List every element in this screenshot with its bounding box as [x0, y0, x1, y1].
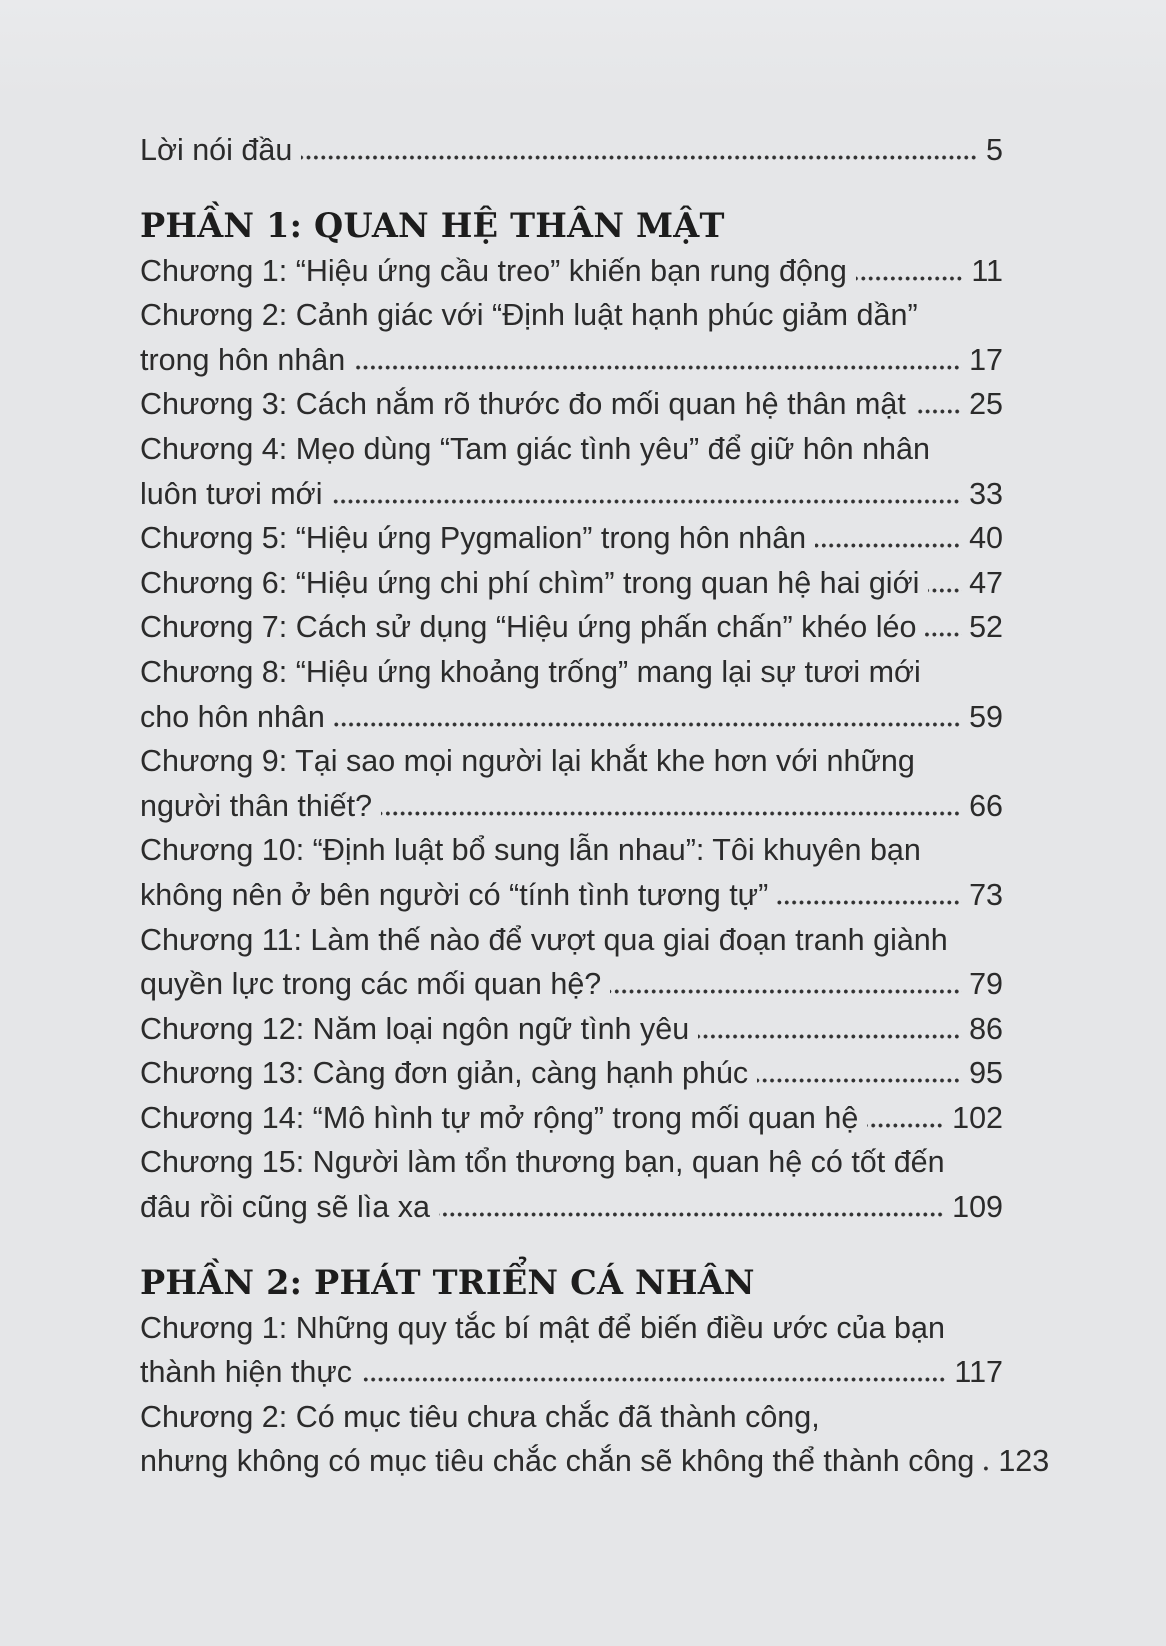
dot-leader [698, 1034, 962, 1039]
toc-entry [140, 1185, 1003, 1230]
toc-entry [140, 739, 1003, 784]
page-number: 47 [969, 565, 1003, 600]
toc-entry [140, 293, 1003, 338]
page-number: 11 [971, 253, 1003, 288]
toc-entry [140, 472, 1003, 517]
toc-entry-text: Lời nói đầu [140, 133, 293, 167]
page-number: 52 [969, 610, 1003, 645]
dot-leader [867, 1123, 945, 1128]
toc-entry-text: đâu rồi cũng sẽ lìa xa [140, 1190, 430, 1225]
dot-leader [983, 1466, 991, 1471]
dot-leader [361, 1377, 947, 1382]
page-number: 102 [952, 1100, 1003, 1135]
toc-entry [140, 382, 1003, 427]
toc-entry-text: Chương 2: Cảnh giác với “Định luật hạnh phúc giảm dần” [140, 298, 918, 333]
toc-entry-text: người thân thiết? [140, 788, 373, 823]
section-rows [140, 1306, 1050, 1484]
page-number: 73 [969, 877, 1003, 912]
toc-entry-text: Chương 14: “Mô hình tự mở rộng” trong mối quan hệ [140, 1100, 859, 1135]
toc-entry [140, 1051, 1003, 1096]
dot-leader [777, 900, 962, 905]
dot-leader [381, 811, 962, 816]
toc-entry-text: luôn tươi mới [140, 476, 323, 511]
dot-leader [928, 588, 962, 593]
toc-entry-text: thành hiện thực [140, 1355, 353, 1390]
toc-section [140, 203, 1003, 1230]
table-of-contents [140, 128, 1050, 1484]
toc-entry-text: Chương 9: Tại sao mọi người lại khắt khe hơn với những [140, 744, 915, 779]
toc-entry-text: Chương 1: Những quy tắc bí mật để biến điều ước của bạn [140, 1310, 945, 1345]
toc-entry-text: trong hôn nhân [140, 342, 346, 377]
toc-entry [140, 1096, 1003, 1141]
toc-entry [140, 1439, 1050, 1484]
toc-entry-text: cho hôn nhân [140, 699, 325, 734]
toc-entry-text: Chương 13: Càng đơn giản, càng hạnh phúc [140, 1056, 749, 1091]
page-number: 59 [969, 699, 1003, 734]
toc-entry [140, 828, 1003, 873]
dot-leader [856, 276, 964, 281]
page-number: 25 [969, 387, 1003, 422]
page-number: 117 [954, 1355, 1003, 1390]
dot-leader [610, 989, 962, 994]
toc-entry [140, 962, 1003, 1007]
toc-entry-text: Chương 4: Mẹo dùng “Tam giác tình yêu” để giữ hôn nhân [140, 431, 930, 466]
toc-entry-text: Chương 3: Cách nắm rõ thước đo mối quan hệ thân mật [140, 387, 906, 422]
page-number: 86 [969, 1011, 1003, 1046]
dot-leader [354, 365, 962, 370]
toc-entry-preface [140, 128, 1003, 173]
toc-entry [140, 1140, 1003, 1185]
dot-leader [915, 409, 962, 414]
page-number: 17 [969, 342, 1003, 377]
toc-entry [140, 605, 1003, 650]
toc-entry [140, 1306, 1003, 1351]
dot-leader [439, 1212, 945, 1217]
section-heading: PHẦN 1: QUAN HỆ THÂN MẬT [140, 205, 725, 245]
toc-entry-text: Chương 8: “Hiệu ứng khoảng trống” mang lại sự tươi mới [140, 654, 921, 689]
toc-entry-text: quyền lực trong các mối quan hệ? [140, 967, 602, 1002]
page-number: 109 [952, 1190, 1003, 1225]
toc-entry [140, 918, 1003, 963]
toc-entry [140, 1007, 1003, 1052]
toc-sections [140, 203, 1050, 1484]
toc-entry [140, 873, 1003, 918]
page-number: 79 [969, 967, 1003, 1002]
toc-entry [140, 695, 1003, 740]
toc-entry [140, 516, 1003, 561]
dot-leader [815, 543, 962, 548]
toc-entry-text: Chương 15: Người làm tổn thương bạn, quan hệ có tốt đến [140, 1145, 945, 1180]
toc-entry-text: không nên ở bên người có “tính tình tương tự” [140, 877, 769, 912]
toc-entry [140, 427, 1003, 472]
toc-entry [140, 338, 1003, 383]
toc-section [140, 1260, 1050, 1484]
section-rows [140, 249, 1003, 1230]
page-number: 123 [998, 1444, 1050, 1479]
toc-entry-text: Chương 12: Năm loại ngôn ngữ tình yêu [140, 1011, 690, 1046]
section-heading: PHẦN 2: PHÁT TRIỂN CÁ NHÂN [140, 1262, 755, 1302]
toc-entry [140, 561, 1003, 606]
dot-leader [331, 499, 962, 504]
toc-entry-text: Chương 10: “Định luật bổ sung lẫn nhau”: Tôi khuyên bạn [140, 833, 921, 868]
toc-entry [140, 1395, 1003, 1440]
page-number: 33 [969, 476, 1003, 511]
toc-entry-text: Chương 11: Làm thế nào để vượt qua giai đoạn tranh giành [140, 922, 948, 957]
toc-entry-text: Chương 2: Có mục tiêu chưa chắc đã thành công, [140, 1399, 820, 1434]
toc-entry-text: Chương 6: “Hiệu ứng chi phí chìm” trong quan hệ hai giới [140, 565, 920, 600]
toc-entry-text: Chương 7: Cách sử dụng “Hiệu ứng phấn chấn” khéo léo [140, 610, 917, 645]
dot-leader [334, 722, 962, 727]
dot-leader [301, 155, 979, 160]
toc-entry-text: Chương 1: “Hiệu ứng cầu treo” khiến bạn rung động [140, 253, 847, 288]
page-number: 5 [986, 133, 1003, 167]
page-number: 95 [969, 1056, 1003, 1091]
toc-entry-text: Chương 5: “Hiệu ứng Pygmalion” trong hôn nhân [140, 521, 807, 556]
dot-leader [757, 1078, 962, 1083]
toc-entry-text: nhưng không có mục tiêu chắc chắn sẽ không thể thành công [140, 1444, 975, 1479]
page-number: 40 [969, 521, 1003, 556]
page-number: 66 [969, 788, 1003, 823]
dot-leader [925, 632, 962, 637]
toc-entry [140, 784, 1003, 829]
toc-entry [140, 650, 1003, 695]
toc-entry [140, 249, 1003, 294]
toc-entry [140, 1350, 1003, 1395]
